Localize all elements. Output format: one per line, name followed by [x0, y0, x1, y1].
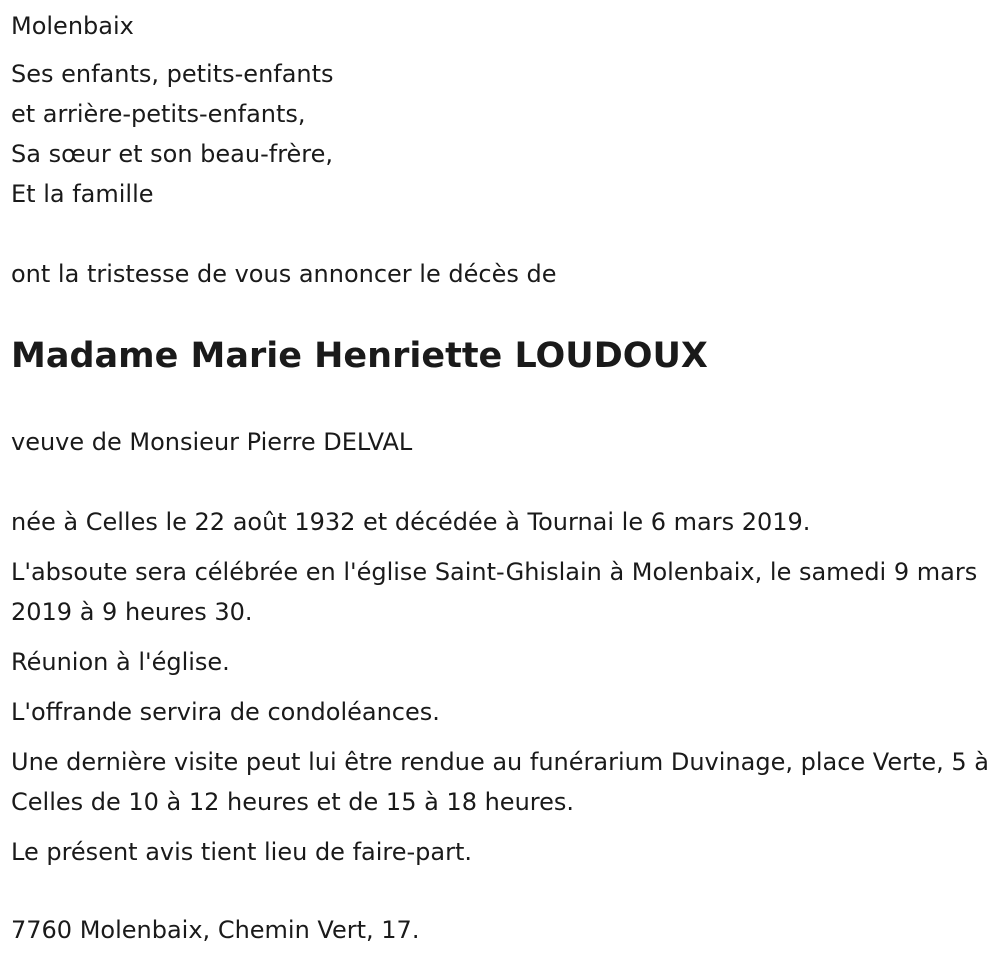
town-heading: Molenbaix [11, 12, 134, 40]
family-address: 7760 Molenbaix, Chemin Vert, 17. [11, 916, 420, 944]
funeral-paragraph: L'absoute sera célébrée en l'église Saint-Ghislain à Molenbaix, le samedi 9 mars 2019 à 9 heures 30. [11, 558, 978, 626]
family-line: Sa sœur et son beau-frère, [11, 140, 334, 168]
gathering-paragraph: Réunion à l'église. [11, 648, 230, 676]
widow-of-text: veuve de Monsieur Pierre DELVAL [11, 428, 413, 456]
announcement-text: ont la tristesse de vous annoncer le décès de [11, 260, 557, 288]
deceased-name: Madame Marie Henriette LOUDOUX [11, 336, 708, 376]
announcement-note-paragraph: Le présent avis tient lieu de faire-part. [11, 838, 473, 866]
family-list [11, 54, 334, 214]
family-line: et arrière-petits-enfants, [11, 100, 306, 128]
birth-death-paragraph: née à Celles le 22 août 1932 et décédée à Tournai le 6 mars 2019. [11, 508, 811, 536]
visit-paragraph: Une dernière visite peut lui être rendue au funérarium Duvinage, place Verte, 5 à Celles de 10 à 12 heures et de 15 à 18 heures. [11, 748, 990, 816]
notice-details [11, 502, 991, 882]
family-line: Ses enfants, petits-enfants [11, 60, 334, 88]
offering-paragraph: L'offrande servira de condoléances. [11, 698, 440, 726]
family-line: Et la famille [11, 180, 154, 208]
